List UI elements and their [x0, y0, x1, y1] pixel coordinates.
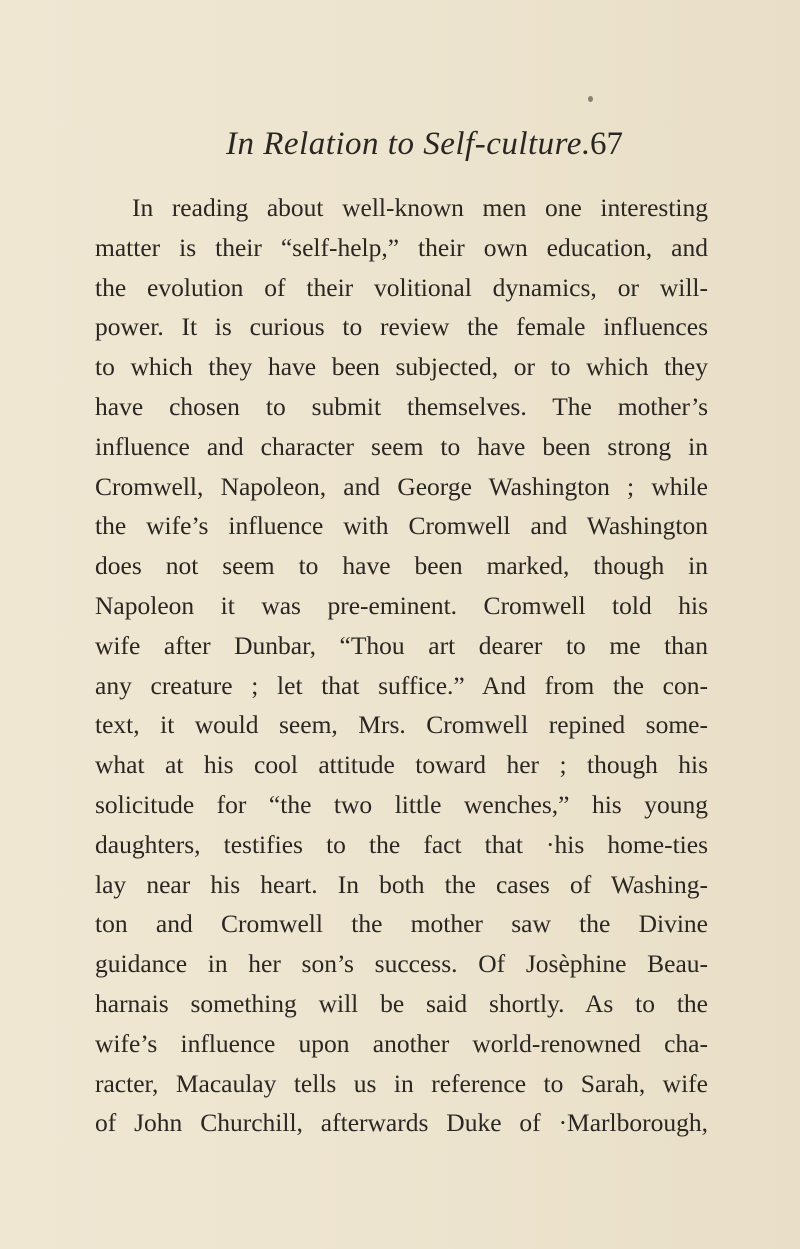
- text-line: to which they have been subjected, or to which they: [95, 352, 708, 382]
- text-line: the wife’s influence with Cromwell and Washington: [95, 511, 708, 541]
- text-line: text, it would seem, Mrs. Cromwell repined some-: [95, 710, 708, 740]
- text-line: daughters, testifies to the fact that ·his home-ties: [95, 829, 708, 859]
- text-line: the evolution of their volitional dynamics, or will-: [95, 272, 708, 302]
- body-paragraph: [95, 188, 708, 1143]
- running-head: [0, 126, 800, 166]
- text-line: matter is their “self-help,” their own education, and: [95, 232, 708, 262]
- text-line: wife’s influence upon another world-renowned cha-: [95, 1028, 708, 1058]
- text-line: wife after Dunbar, “Thou art dearer to me than: [95, 630, 708, 660]
- text-line: of John Churchill, afterwards Duke of ·Marlborough,: [95, 1108, 708, 1138]
- text-line: power. It is curious to review the female influences: [95, 312, 708, 342]
- text-line: racter, Macaulay tells us in reference to Sarah, wife: [95, 1068, 708, 1098]
- ink-speck: [588, 96, 593, 102]
- text-line: influence and character seem to have been strong in: [95, 431, 708, 461]
- text-line: does not seem to have been marked, though in: [95, 551, 708, 581]
- text-line: Cromwell, Napoleon, and George Washington ; while: [95, 471, 708, 501]
- text-line: In reading about well-known men one interesting: [132, 193, 708, 222]
- text-line: guidance in her son’s success. Of Josèphine Beau-: [95, 949, 708, 979]
- text-line: have chosen to submit themselves. The mother’s: [95, 391, 708, 421]
- text-line: lay near his heart. In both the cases of Washing-: [95, 869, 708, 899]
- page-number: 67: [590, 126, 623, 162]
- text-line: any creature ; let that suffice.” And from the con-: [95, 670, 708, 700]
- text-line: what at his cool attitude toward her ; though his: [95, 750, 708, 780]
- running-title: In Relation to Self-culture.: [226, 126, 591, 162]
- text-line: Napoleon it was pre-eminent. Cromwell told his: [95, 590, 708, 620]
- text-line: harnais something will be said shortly. As to the: [95, 988, 708, 1018]
- text-line: solicitude for “the two little wenches,” his young: [95, 789, 708, 819]
- text-line: ton and Cromwell the mother saw the Divine: [95, 909, 708, 939]
